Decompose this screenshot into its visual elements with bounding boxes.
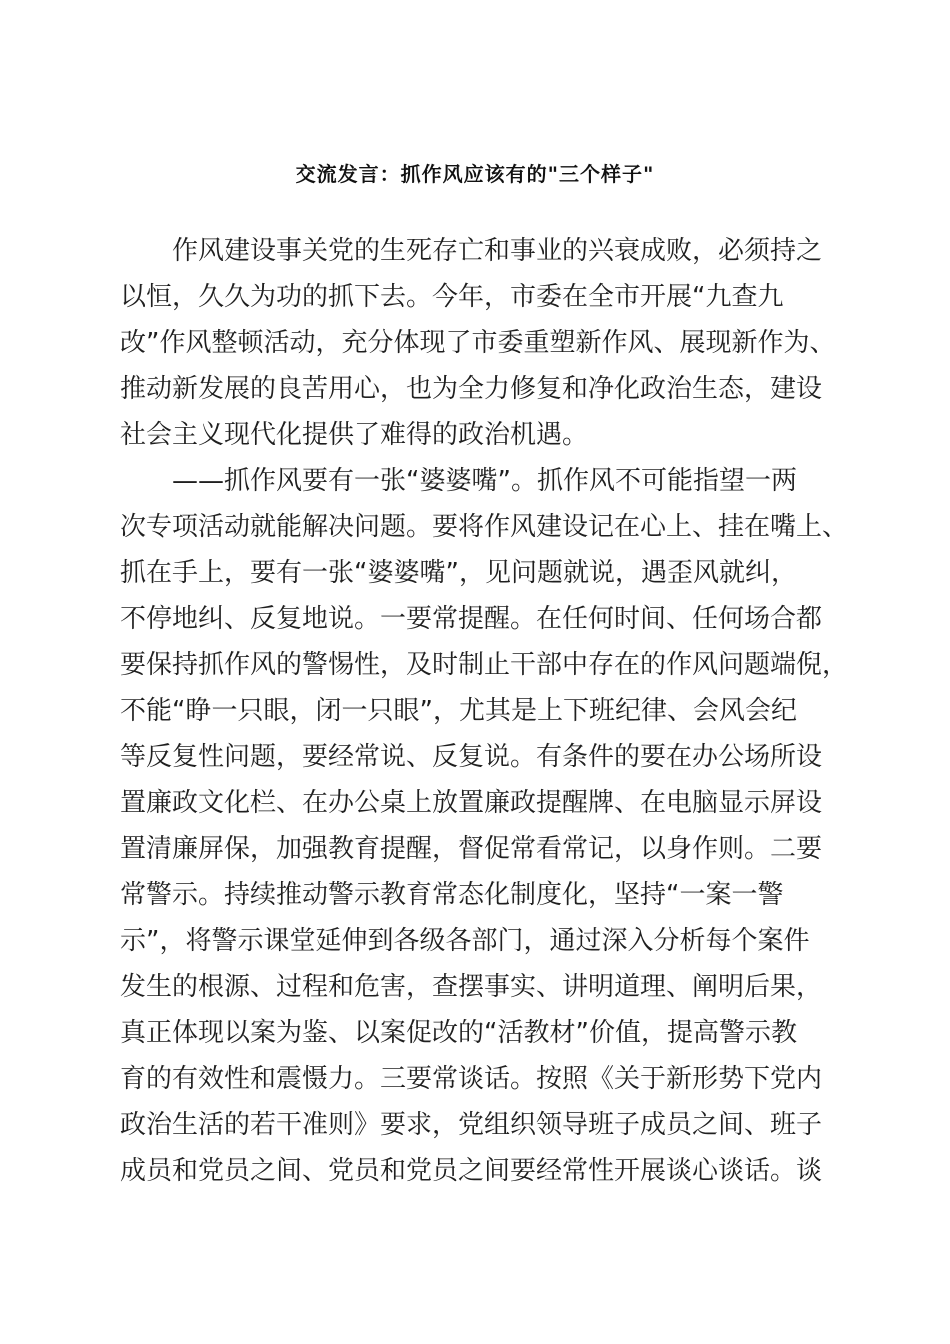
text-line: 发生的根源、过程和危害，查摆事实、讲明道理、阐明后果， bbox=[120, 972, 823, 1002]
text-line: 以恒，久久为功的抓下去。今年，市委在全市开展“九查九 bbox=[120, 282, 784, 312]
text-line: 育的有效性和震慑力。三要常谈话。按照《关于新形势下党内 bbox=[120, 1064, 823, 1094]
text-line: 不停地纠、反复地说。一要常提醒。在任何时间、任何场合都 bbox=[120, 604, 823, 634]
text-line: 政治生活的若干准则》要求，党组织领导班子成员之间、班子 bbox=[120, 1110, 823, 1140]
document-title: 交流发言：抓作风应该有的"三个样子" bbox=[295, 162, 655, 187]
text-line: 置廉政文化栏、在办公桌上放置廉政提醒牌、在电脑显示屏设 bbox=[120, 788, 823, 818]
text-line: 置清廉屏保，加强教育提醒，督促常看常记，以身作则。二要 bbox=[120, 834, 823, 864]
text-line: 改”作风整顿活动，充分体现了市委重塑新作风、展现新作为、 bbox=[120, 328, 836, 358]
text-line: 常警示。持续推动警示教育常态化制度化，坚持“一案一警 bbox=[120, 880, 784, 910]
text-line: 次专项活动就能解决问题。要将作风建设记在心上、挂在嘴上、 bbox=[120, 512, 849, 542]
text-line: 成员和党员之间、党员和党员之间要经常性开展谈心谈话。谈 bbox=[120, 1156, 823, 1186]
text-line: 要保持抓作风的警惕性，及时制止干部中存在的作风问题端倪， bbox=[120, 650, 849, 680]
text-line: 示”，将警示课堂延伸到各级各部门，通过深入分析每个案件 bbox=[120, 926, 810, 956]
text-line: 不能“睁一只眼，闭一只眼”，尤其是上下班纪律、会风会纪 bbox=[120, 696, 797, 726]
text-line: ——抓作风要有一张“婆婆嘴”。抓作风不可能指望一两 bbox=[172, 466, 797, 496]
text-line: 社会主义现代化提供了难得的政治机遇。 bbox=[120, 420, 589, 450]
text-line: 等反复性问题，要经常说、反复说。有条件的要在办公场所设 bbox=[120, 742, 823, 772]
text-line: 作风建设事关党的生死存亡和事业的兴衰成败，必须持之 bbox=[172, 236, 823, 266]
text-line: 推动新发展的良苦用心，也为全力修复和净化政治生态，建设 bbox=[120, 374, 823, 404]
text-line: 抓在手上，要有一张“婆婆嘴”，见问题就说，遇歪风就纠， bbox=[120, 558, 797, 588]
text-line: 真正体现以案为鉴、以案促改的“活教材”价值，提高警示教 bbox=[120, 1018, 797, 1048]
